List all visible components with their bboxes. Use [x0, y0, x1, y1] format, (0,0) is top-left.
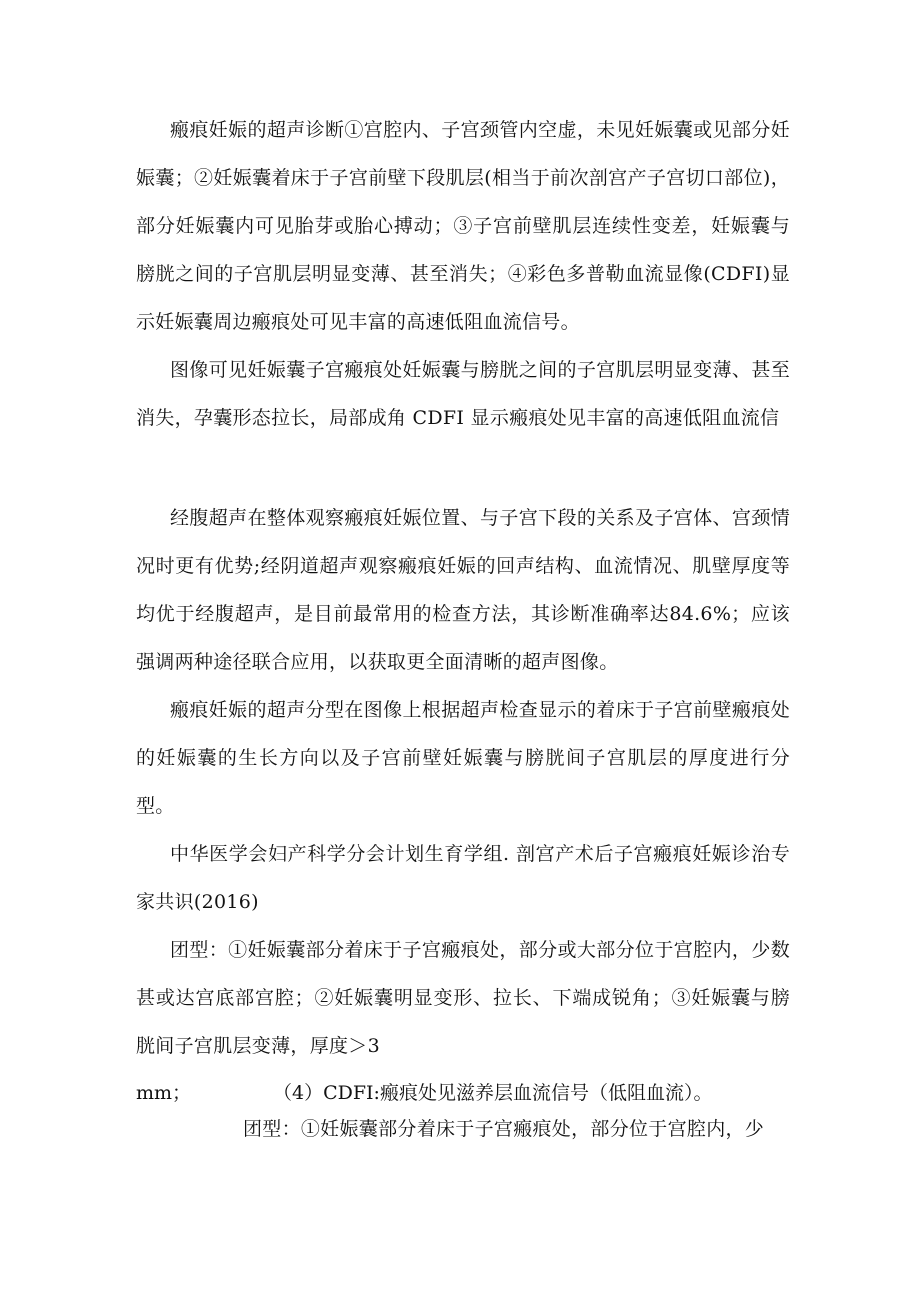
line-cdfi: （4）CDFI:瘢痕处见滋养层血流信号（低阻血流）。	[273, 1082, 713, 1104]
paragraph-classification: 瘢痕妊娠的超声分型在图像上根据超声检查显示的着床于子宫前壁瘢痕处的妊娠囊的生长方向以及子宫前壁妊娠囊与膀胱间子宫肌层的厚度进行分型。	[136, 699, 790, 817]
paragraph-reference: 中华医学会妇产科学分会计划生育学组. 剖宫产术后子宫瘢痕妊娠诊治专家共识(2016)	[136, 843, 790, 913]
paragraph-type-two: 团型：①妊娠囊部分着床于子宫瘢痕处，部分位于宫腔内，少	[243, 1118, 765, 1140]
paragraph-image-findings: 图像可见妊娠囊子宫瘢痕处妊娠囊与膀胱之间的子宫肌层明显变薄、甚至消失，孕囊形态拉长，局部成角 CDFI 显示瘢痕处见丰富的高速低阻血流信	[136, 359, 790, 429]
line-mm: mm；	[136, 1082, 192, 1104]
paragraph-type-one: 团型：①妊娠囊部分着床于子宫瘢痕处，部分或大部分位于宫腔内，少数甚或达宫底部宫腔；②妊娠囊明显变形、拉长、下端成锐角；③妊娠囊与膀胱间子宫肌层变薄，厚度＞3	[136, 939, 790, 1057]
paragraph-ultrasound-diagnosis: 瘢痕妊娠的超声诊断①宫腔内、子宫颈管内空虚，未见妊娠囊或见部分妊娠囊；②妊娠囊着床于子宫前壁下段肌层(相当于前次剖宫产子宫切口部位)，部分妊娠囊内可见胎芽或胎心搏动；③子宫前壁肌层连续性变差，妊娠囊与膀胱之间的子宫肌层明显变薄、甚至消失；④彩色多普勒血流显像(CDFI)显示妊娠囊周边瘢痕处可见丰富的高速低阻血流信号。	[136, 119, 790, 333]
paragraph-transabdominal-vs-transvaginal: 经腹超声在整体观察瘢痕妊娠位置、与子宫下段的关系及子宫体、宫颈情况时更有优势;经阴道超声观察瘢痕妊娠的回声结构、血流情况、肌壁厚度等均优于经腹超声，是目前最常用的检查方法，其诊断准确率达84.6%；应该强调两种途径联合应用，以获取更全面清晰的超声图像。	[136, 507, 790, 673]
